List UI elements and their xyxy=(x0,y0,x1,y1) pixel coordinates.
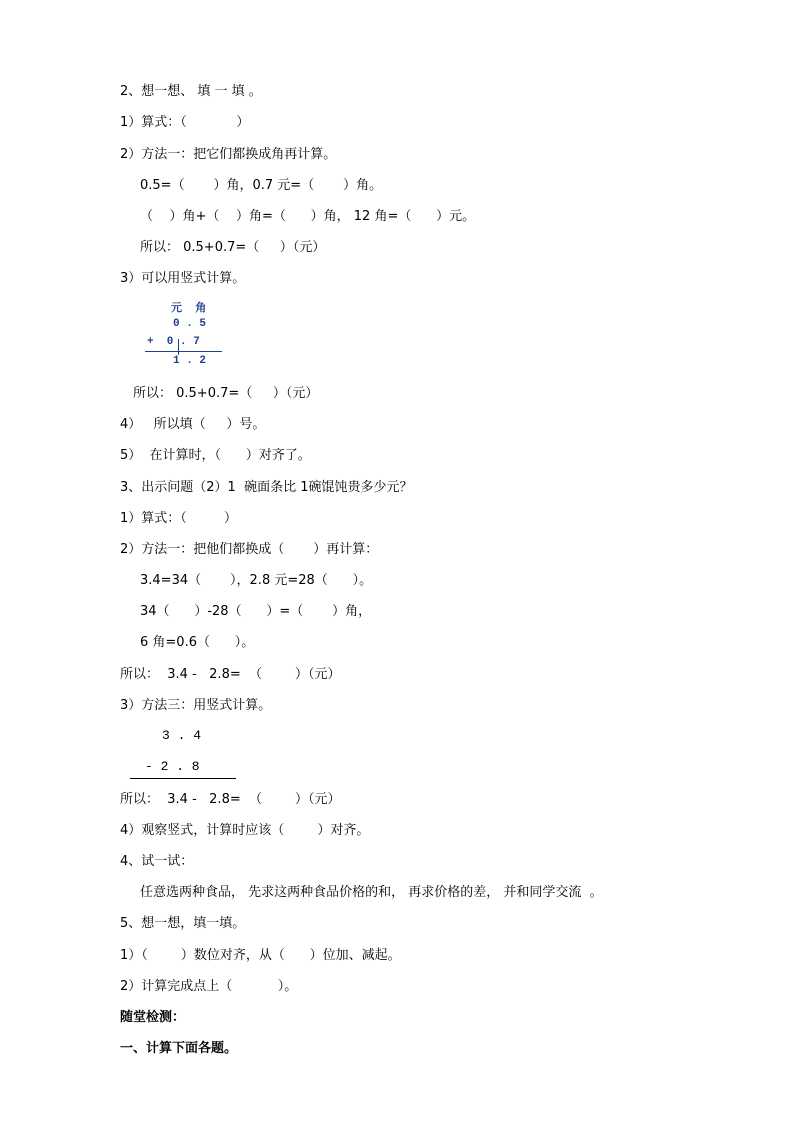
vertical-sum-line xyxy=(145,351,222,352)
vertical-row: - 2 . 8 xyxy=(145,759,200,774)
question-line: 所以： 3.4 - 2.8= （ ）（元） xyxy=(120,667,341,682)
section-5-heading: 5、想一想，填一填。 xyxy=(120,916,246,931)
vertical-difference-line xyxy=(130,778,236,779)
question-line: 4）观察竖式，计算时应该（ ）对齐。 xyxy=(120,823,370,838)
question-line: 1）算式：（ ） xyxy=(120,511,237,526)
question-line: 任意选两种食品， 先求这两种食品价格的和， 再求价格的差， 并和同学交流 。 xyxy=(140,885,603,900)
question-line: 所以： 0.5+0.7=（ ）（元） xyxy=(133,386,319,401)
question-line: 所以： 3.4 - 2.8= （ ）（元） xyxy=(120,792,341,807)
exercise-heading: 一、计算下面各题。 xyxy=(120,1041,238,1056)
vertical-row: 3 . 4 xyxy=(162,728,202,743)
section-4-heading: 4、试一试： xyxy=(120,854,194,869)
question-line: 6 角=0.6（ ）。 xyxy=(140,635,255,650)
question-line: 2）方法一：把它们都换成角再计算。 xyxy=(120,147,337,162)
question-line: 5） 在计算时，（ ）对齐了。 xyxy=(120,448,311,463)
question-line: 所以： 0.5+0.7=（ ）（元） xyxy=(140,240,326,255)
section-3-heading: 3、出示问题（2）1 碗面条比 1碗馄饨贵多少元？ xyxy=(120,480,413,495)
question-line: 3.4=34（ ），2.8 元=28（ ）。 xyxy=(140,573,373,588)
vertical-row: 0 . 5 xyxy=(173,318,207,330)
question-line: 2）方法一：把他们都换成（ ）再计算： xyxy=(120,542,379,557)
question-line: 3）可以用竖式计算。 xyxy=(120,271,246,286)
class-test-heading: 随堂检测： xyxy=(120,1010,186,1025)
vertical-alignment-mark xyxy=(178,339,179,355)
question-line: （ ）角+（ ）角=（ ）角， 12 角=（ ）元。 xyxy=(140,209,476,224)
question-line: 1）（ ）数位对齐，从（ ）位加、减起。 xyxy=(120,948,401,963)
vertical-result: 1 . 2 xyxy=(173,355,207,367)
vertical-header: 元 角 xyxy=(171,303,207,315)
section-2-heading: 2、想一想、 填 一 填 。 xyxy=(120,84,262,99)
question-line: 4） 所以填（ ）号。 xyxy=(120,417,266,432)
question-line: 2）计算完成点上（ ）。 xyxy=(120,979,298,994)
question-line: 34（ ）-28（ ）=（ ）角， xyxy=(140,604,372,619)
question-line: 0.5=（ ）角，0.7 元=（ ）角。 xyxy=(140,178,383,193)
vertical-row: + 0 . 7 xyxy=(147,336,200,348)
question-line: 3）方法三：用竖式计算。 xyxy=(120,698,272,713)
question-line: 1）算式：（ ） xyxy=(120,115,250,130)
